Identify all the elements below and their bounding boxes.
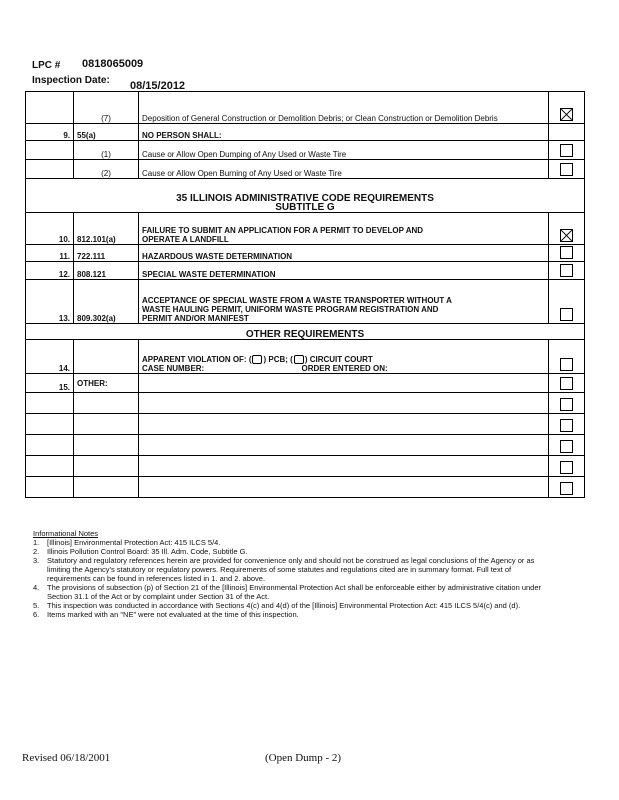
checkbox[interactable]: [560, 482, 573, 495]
checkbox[interactable]: [560, 419, 573, 432]
lpc-number: 0818065009: [82, 58, 144, 70]
checkbox[interactable]: [560, 264, 573, 277]
row-10: [26, 213, 585, 245]
blank-row: [26, 477, 585, 498]
checkbox[interactable]: [560, 163, 573, 176]
note-item: 1. [Illinois] Environmental Protection Act: 415 ILCS 5/4.: [33, 538, 221, 547]
requirement-text-line-2: WASTE HAULING PERMIT, UNIFORM WASTE PROGRAM REGISTRATION AND: [142, 305, 439, 314]
note-item: 3. Statutory and regulatory references herein are provided for convenience only and should not be construed as legal conclusions of the Agency or as limiting the Agency's statutory or regulatory powers. Requirements of some statutes and regulations cited are in summary format. Full text of requirements can be found in references listed in 1. and 2. above.: [33, 556, 535, 583]
note-item: 5. This inspection was conducted in accordance with Sections 4(c) and 4(d) of the [Illinois] Environmental Protection Act: 415 ILCS 5/4(c) and (d).: [33, 601, 521, 610]
lpc-line: [32, 58, 144, 71]
row-number: 10.: [26, 213, 74, 245]
section-cell: 722.111: [74, 245, 139, 262]
row-7: [26, 92, 585, 124]
checkbox-checked[interactable]: [560, 229, 573, 242]
requirement-text-line-1: ACCEPTANCE OF SPECIAL WASTE FROM A WASTE TRANSPORTER WITHOUT A: [142, 296, 452, 305]
row-14: [26, 340, 585, 374]
section-cell: 808.121: [74, 262, 139, 280]
notes-title: Informational Notes: [33, 529, 99, 538]
checkbox[interactable]: [560, 377, 573, 390]
row-number: 15.: [26, 374, 74, 393]
note-item: 6. Items marked with an "NE" were not evaluated at the time of this inspection.: [33, 610, 299, 619]
section-cell: 812.101(a): [74, 213, 139, 245]
inspection-date: 08/15/2012: [130, 80, 186, 92]
note-item: 4. The provisions of subsection (p) of Section 21 of the [Illinois] Environmental Protection Act shall be enforceable either by administrative citation under Section 31.1 of the Act or by complaint under Section 31 of the Act.: [33, 583, 542, 601]
informational-notes: [33, 529, 553, 619]
section-cell: (2): [74, 160, 139, 179]
blank-input-cell[interactable]: [139, 393, 549, 414]
section-cell: 55(a): [74, 124, 139, 141]
row-9-1: [26, 141, 585, 160]
row-13: [26, 280, 585, 324]
blank-row: [26, 456, 585, 477]
blank-row: [26, 435, 585, 456]
banner-subtitle: SUBTITLE G: [275, 202, 335, 213]
banner-title: OTHER REQUIREMENTS: [26, 324, 585, 340]
requirement-text: Cause or Allow Open Dumping of Any Used or Waste Tire: [139, 141, 549, 160]
apparent-violation-label: APPARENT VIOLATION OF: (: [142, 354, 252, 364]
circuit-court-label: ) CIRCUIT COURT: [304, 354, 373, 364]
section-cell: (1): [74, 141, 139, 160]
row-9: [26, 124, 585, 141]
checkbox[interactable]: [560, 461, 573, 474]
inspection-date-label: Inspection Date:: [32, 75, 110, 86]
requirement-text: Cause or Allow Open Burning of Any Used or Waste Tire: [139, 160, 549, 179]
row-11: [26, 245, 585, 262]
banner-other-requirements: [26, 324, 585, 340]
row-number: 11.: [26, 245, 74, 262]
checkbox[interactable]: [560, 308, 573, 321]
blank-input-cell[interactable]: [139, 456, 549, 477]
requirement-text: HAZARDOUS WASTE DETERMINATION: [139, 245, 549, 262]
row-number: 14.: [26, 340, 74, 374]
requirement-text-line-2: OPERATE A LANDFILL: [142, 235, 229, 244]
pcb-label: ) PCB; (: [263, 354, 293, 364]
row-12: [26, 262, 585, 280]
checkbox[interactable]: [560, 398, 573, 411]
other-input-cell[interactable]: [139, 374, 549, 393]
checkbox[interactable]: [560, 440, 573, 453]
banner-admin-code: [26, 179, 585, 213]
case-number-line: [142, 364, 545, 373]
checkbox-checked[interactable]: [560, 108, 573, 121]
banner-title: 35 ILLINOIS ADMINISTRATIVE CODE REQUIREMENTS: [176, 193, 434, 204]
case-number-label: CASE NUMBER:: [142, 364, 205, 373]
row-number: [26, 92, 74, 124]
checkbox[interactable]: [560, 358, 573, 371]
row-number: 13.: [26, 280, 74, 324]
row-number: 9.: [26, 124, 74, 141]
row-15: [26, 374, 585, 393]
requirement-text: Deposition of General Construction or Demolition Debris; or Clean Construction or Demolition Debris: [139, 92, 549, 124]
blank-input-cell[interactable]: [139, 414, 549, 435]
row-number: 12.: [26, 262, 74, 280]
pcb-option-box[interactable]: [252, 355, 262, 364]
apparent-violation-line: [142, 355, 545, 364]
checkbox[interactable]: [560, 246, 573, 259]
note-item: 2. Illinois Pollution Control Board: 35 Ill. Adm. Code, Subtitle G.: [33, 547, 248, 556]
requirement-text: NO PERSON SHALL:: [139, 124, 549, 141]
lpc-label: LPC #: [32, 60, 61, 71]
section-cell: 809.302(a): [74, 280, 139, 324]
checkbox[interactable]: [560, 144, 573, 157]
blank-row: [26, 414, 585, 435]
requirement-text-line-3: PERMIT AND/OR MANIFEST: [142, 314, 249, 323]
row-9-2: [26, 160, 585, 179]
inspection-date-line: [32, 75, 186, 92]
order-entered-label: ORDER ENTERED ON:: [301, 364, 388, 373]
section-cell: OTHER:: [74, 374, 139, 393]
form-name: (Open Dump - 2): [265, 752, 342, 764]
requirement-text-line-1: FAILURE TO SUBMIT AN APPLICATION FOR A PERMIT TO DEVELOP AND: [142, 226, 424, 235]
requirement-text: SPECIAL WASTE DETERMINATION: [139, 262, 549, 280]
blank-input-cell[interactable]: [139, 477, 549, 498]
section-cell: (7): [74, 92, 139, 124]
blank-input-cell[interactable]: [139, 435, 549, 456]
blank-row: [26, 393, 585, 414]
requirements-table: [25, 91, 585, 498]
circuit-court-option-box[interactable]: [294, 355, 304, 364]
revised-date: Revised 06/18/2001: [22, 752, 111, 764]
